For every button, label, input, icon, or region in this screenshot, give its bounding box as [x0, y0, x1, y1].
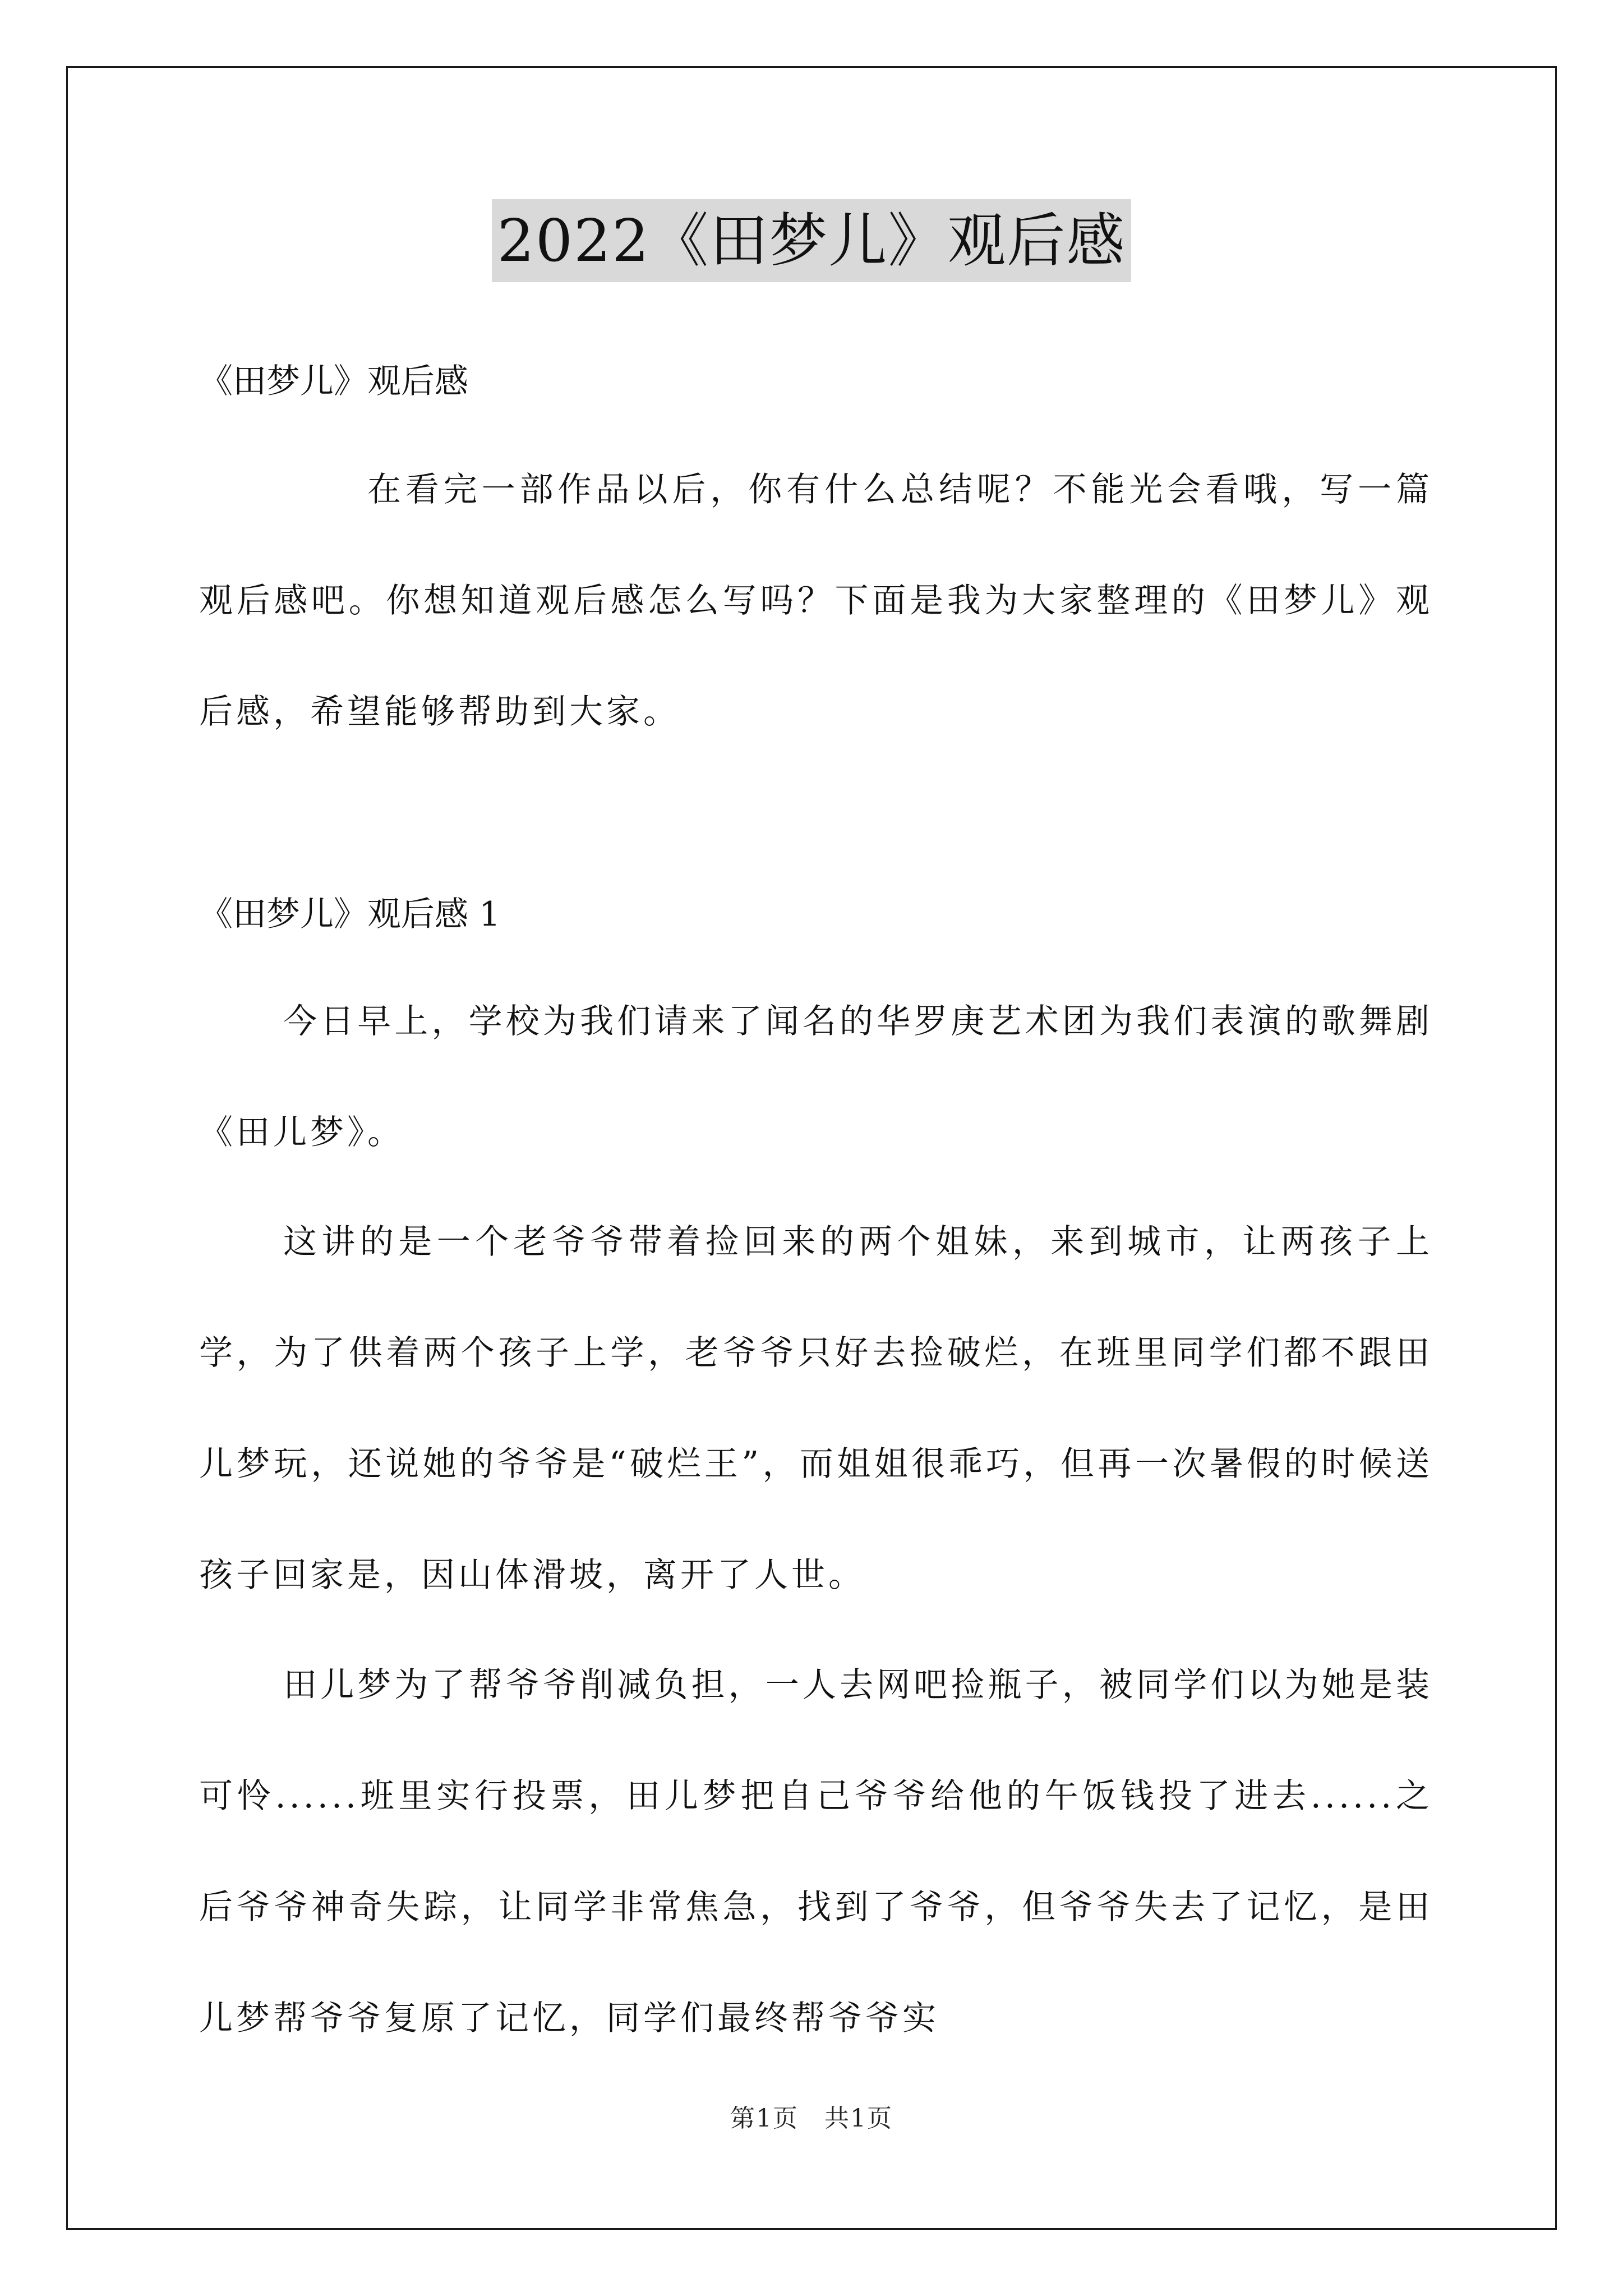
body-paragraph-3: 田儿梦为了帮爷爷削减负担，一人去网吧捡瓶子，被同学们以为她是装可怜......班里实行投票，田儿梦把自己爷爷给他的午饭钱投了进去......之后爷爷神奇失踪，让同学非常焦急，找到了爷爷，但爷爷失去了记忆，是田儿梦帮爷爷复原了记忆，同学们最终帮爷爷实	[199, 1665, 1433, 2038]
document-title: 2022《田梦儿》观后感	[492, 199, 1132, 282]
subtitle: 《田梦儿》观后感	[199, 362, 468, 401]
body-paragraph-2: 这讲的是一个老爷爷带着捡回来的两个姐妹，来到城市，让两孩子上学，为了供着两个孩子上学，老爷爷只好去捡破烂，在班里同学们都不跟田儿梦玩，还说她的爷爷是“破烂王”，而姐姐很乖巧，但再一次暑假的时候送孩子回家是，因山体滑坡，离开了人世。	[199, 1222, 1433, 1595]
body-paragraph-1: 今日早上，学校为我们请来了闻名的华罗庚艺术团为我们表演的歌舞剧《田儿梦》。	[199, 1002, 1433, 1152]
title-container	[0, 199, 1623, 282]
intro-paragraph: 在看完一部作品以后，你有什么总结呢？不能光会看哦，写一篇观后感吧。你想知道观后感怎么写吗？下面是我为大家整理的《田梦儿》观后感，希望能够帮助到大家。	[199, 470, 1433, 731]
page-footer: 第1页 共1页	[730, 2104, 893, 2133]
section-heading: 《田梦儿》观后感 1	[199, 895, 501, 934]
